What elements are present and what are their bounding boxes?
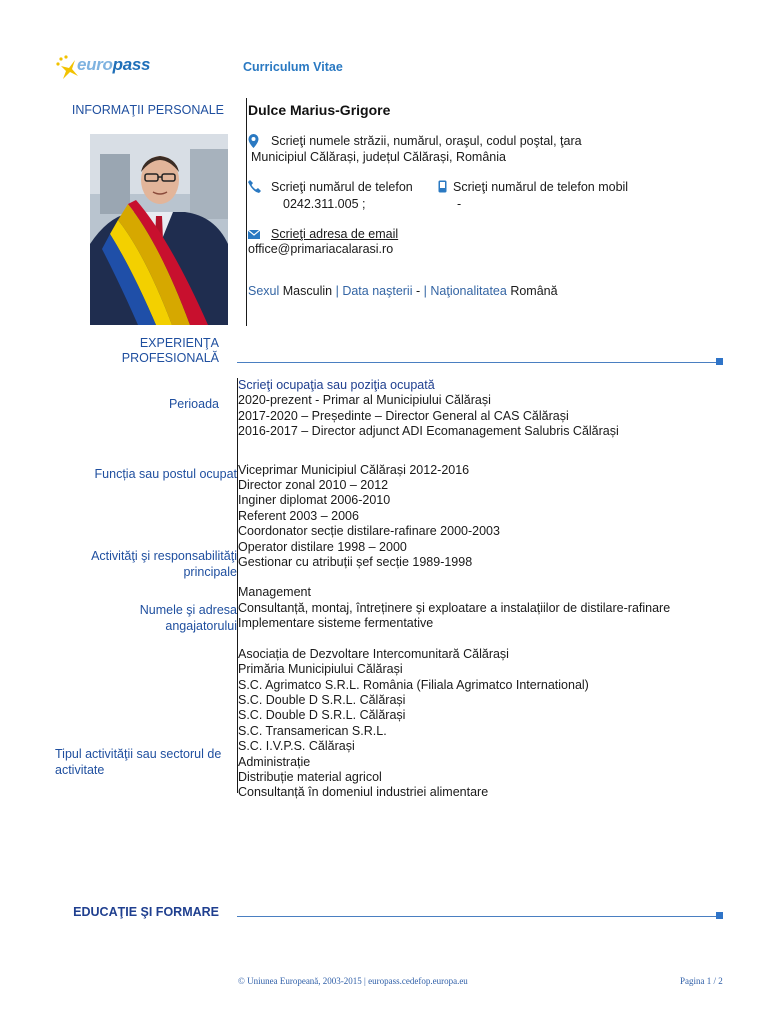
phone-hint: Scrieţi numărul de telefon bbox=[271, 180, 413, 194]
experience-heading bbox=[34, 336, 219, 366]
address-hint: Scrieţi numele străzii, numărul, oraşul, codul poştal, ţara bbox=[271, 134, 582, 148]
page-number: Pagina 1 / 2 bbox=[680, 976, 723, 986]
experience-line: S.C. Double D S.R.L. Călărași bbox=[238, 708, 406, 723]
experience-line: S.C. I.V.P.S. Călărași bbox=[238, 739, 355, 754]
sex-label: Sexul bbox=[248, 284, 280, 298]
phone-icon bbox=[248, 180, 261, 196]
europass-logo bbox=[55, 52, 175, 82]
experience-line: Administrație bbox=[238, 754, 311, 769]
personal-details-line bbox=[248, 284, 558, 299]
experience-line: Gestionar cu atribuții șef secție 1989-1998 bbox=[238, 555, 473, 570]
activities-label-line-1: Activităţi şi responsabilităţi bbox=[91, 549, 237, 563]
experience-line: Consultanță în domeniul industriei alimentare bbox=[238, 785, 489, 800]
experience-line: S.C. Transamerican S.R.L. bbox=[238, 723, 387, 738]
occupation-hint: Scrieţi ocupaţia sau poziţia ocupată bbox=[238, 378, 435, 392]
section-rule-marker bbox=[716, 912, 723, 919]
experience-line: Primăria Municipiului Călărași bbox=[238, 662, 403, 677]
email-icon bbox=[248, 228, 260, 242]
mobile-hint: Scrieţi numărul de telefon mobil bbox=[453, 180, 629, 194]
address-value: Municipiul Călărași, județul Călărași, România bbox=[251, 150, 506, 164]
experience-line: 2016-2017 – Director adjunct ADI Ecomanagement Salubris Călărași bbox=[238, 424, 619, 439]
experience-line: 2020-prezent - Primar al Municipiului Călărași bbox=[238, 393, 491, 408]
separator: | bbox=[335, 284, 339, 298]
birth-label: Data naşterii bbox=[342, 284, 413, 298]
experience-line: Referent 2003 – 2006 bbox=[238, 508, 359, 523]
experience-line: Viceprimar Municipiul Călărași 2012-2016 bbox=[238, 462, 470, 477]
experience-line: Management bbox=[238, 585, 311, 600]
cv-title: Curriculum Vitae bbox=[243, 60, 343, 74]
experience-line: Operator distilare 1998 – 2000 bbox=[238, 539, 407, 554]
sector-label bbox=[55, 747, 221, 778]
separator: | bbox=[423, 284, 427, 298]
sex-value: Masculin bbox=[282, 284, 333, 298]
sector-label-line-1: Tipul activităţii sau sectorul de bbox=[55, 747, 222, 761]
experience-line: Director zonal 2010 – 2012 bbox=[238, 478, 389, 493]
birth-value: - bbox=[415, 284, 421, 298]
experience-line: Asociația de Dezvoltare Intercomunitară Călărași bbox=[238, 646, 509, 661]
person-name: Dulce Marius-Grigore bbox=[248, 102, 391, 118]
activities-label bbox=[52, 549, 237, 580]
experience-line: S.C. Double D S.R.L. Călărași bbox=[238, 692, 406, 707]
education-heading: EDUCAŢIE ŞI FORMARE bbox=[73, 905, 219, 919]
section-rule bbox=[237, 916, 717, 917]
experience-line: Inginer diplomat 2006-2010 bbox=[238, 493, 391, 508]
period-label: Perioada bbox=[168, 397, 219, 411]
experience-heading-line-2: PROFESIONALĂ bbox=[121, 351, 219, 365]
experience-line: Distribuție material agricol bbox=[238, 769, 382, 784]
section-rule-marker bbox=[716, 358, 723, 365]
email-hint: Scrieţi adresa de email bbox=[271, 227, 399, 241]
logo-text: europass bbox=[77, 55, 151, 74]
section-rule bbox=[237, 362, 717, 363]
vertical-divider bbox=[246, 98, 247, 326]
employer-label bbox=[52, 603, 237, 634]
nationality-label: Naţionalitatea bbox=[430, 284, 507, 298]
mobile-value: - bbox=[457, 197, 462, 211]
experience-line: Consultanță, montaj, întreținere și exploatare a instalațiilor de distilare-rafinare bbox=[238, 600, 671, 615]
experience-line: 2017-2020 – Președinte – Director General al CAS Călărași bbox=[238, 408, 569, 423]
activities-label-line-2: principale bbox=[183, 564, 237, 579]
location-icon bbox=[248, 134, 259, 151]
experience-line: Coordonator secție distilare-rafinare 2000-2003 bbox=[238, 524, 500, 539]
experience-content bbox=[238, 378, 670, 801]
function-label: Funcția sau postul ocupat bbox=[94, 467, 237, 481]
personal-info-heading: INFORMAŢII PERSONALE bbox=[71, 103, 224, 117]
email-value[interactable]: office@primariacalarasi.ro bbox=[248, 242, 394, 256]
phone-value: 0242.311.005 ; bbox=[283, 197, 366, 211]
nationality-value: Română bbox=[510, 284, 558, 298]
experience-heading-line-1: EXPERIENŢA bbox=[139, 336, 219, 350]
mobile-phone-icon bbox=[438, 180, 447, 196]
employer-label-line-1: Numele şi adresa bbox=[139, 603, 237, 617]
sector-label-line-2: activitate bbox=[55, 762, 105, 777]
experience-line: Implementare sisteme fermentative bbox=[238, 616, 434, 631]
experience-line: S.C. Agrimatco S.R.L. România (Filiala Agrimatco International) bbox=[238, 677, 589, 692]
footer-copyright: © Uniunea Europeană, 2003-2015 | europass.cedefop.europa.eu bbox=[238, 976, 468, 986]
employer-label-line-2: angajatorului bbox=[165, 618, 237, 633]
profile-photo bbox=[90, 134, 228, 325]
